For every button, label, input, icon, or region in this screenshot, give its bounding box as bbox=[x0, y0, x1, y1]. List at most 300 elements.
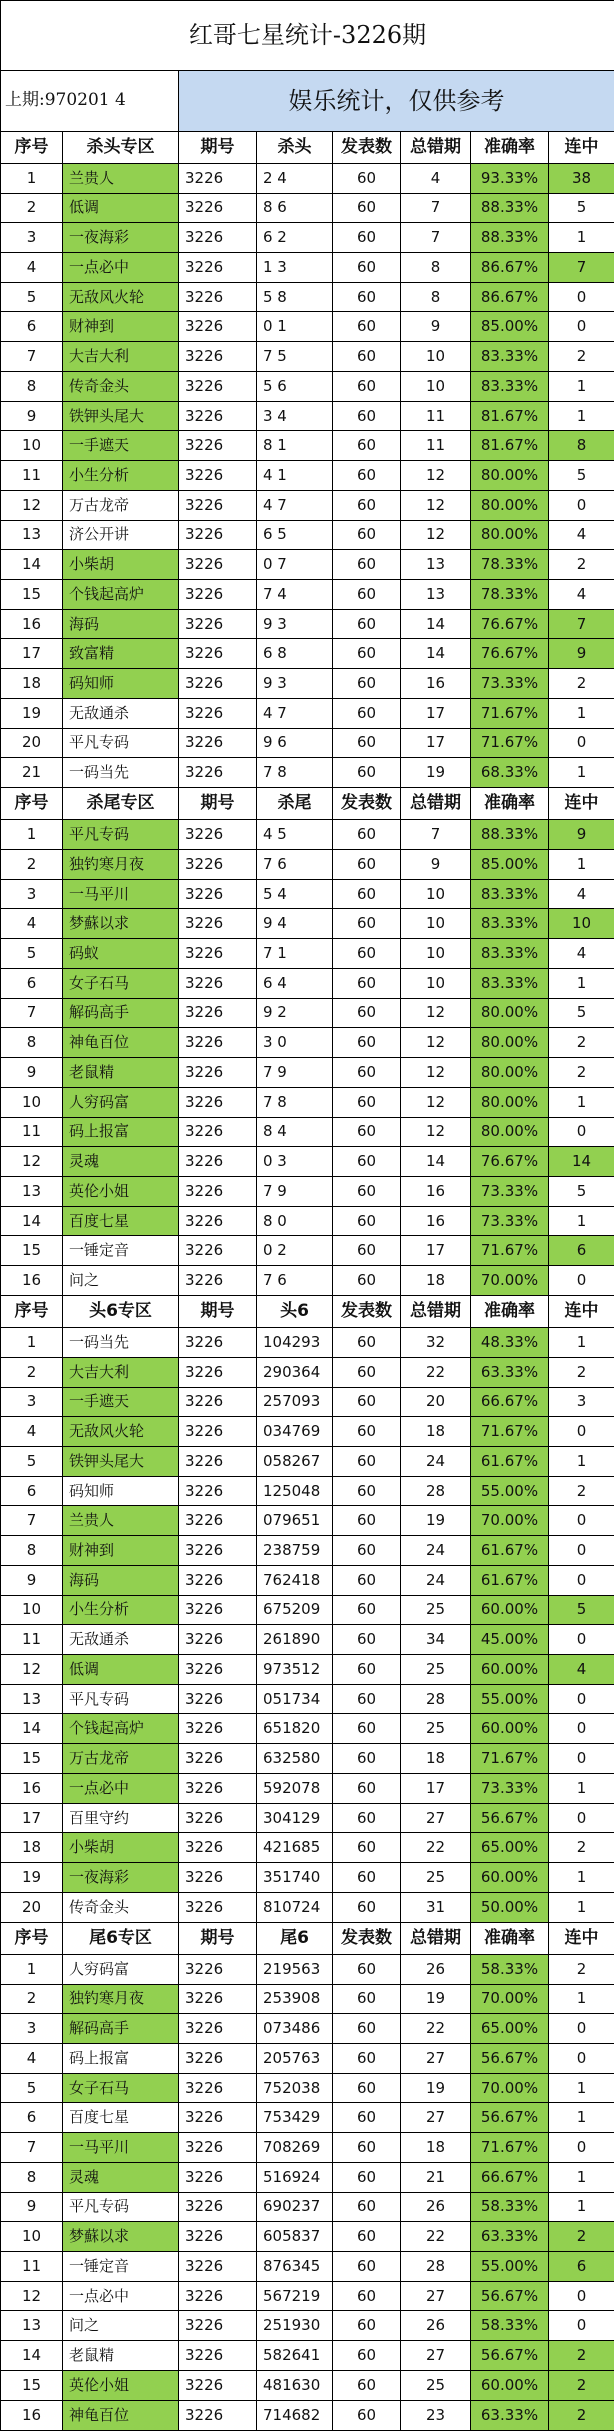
predictor-name: 兰贵人 bbox=[63, 163, 179, 193]
predictor-name: 灵魂 bbox=[63, 1147, 179, 1177]
predictor-name: 传奇金头 bbox=[63, 1892, 179, 1922]
predictor-name: 万古龙帝 bbox=[63, 1744, 179, 1774]
prediction-value: 219563 bbox=[257, 1954, 333, 1984]
row-number: 2 bbox=[1, 193, 63, 223]
post-count: 60 bbox=[333, 1506, 401, 1536]
post-count: 60 bbox=[333, 2222, 401, 2252]
row-number: 12 bbox=[1, 490, 63, 520]
table-row bbox=[1, 1476, 614, 1506]
error-count: 22 bbox=[401, 1833, 471, 1863]
period-number: 3226 bbox=[179, 1147, 257, 1177]
header-streak: 连中 bbox=[549, 787, 614, 819]
predictor-name: 神龟百位 bbox=[63, 1028, 179, 1058]
accuracy-rate: 80.00% bbox=[471, 461, 549, 491]
header-errors: 总错期 bbox=[401, 1295, 471, 1327]
error-count: 32 bbox=[401, 1328, 471, 1358]
streak-count: 8 bbox=[549, 431, 614, 461]
prediction-value: 6 4 bbox=[257, 968, 333, 998]
period-number: 3226 bbox=[179, 223, 257, 253]
section-header-row bbox=[1, 131, 614, 163]
header-zone: 头6专区 bbox=[63, 1295, 179, 1327]
error-count: 28 bbox=[401, 1684, 471, 1714]
table-row bbox=[1, 2222, 614, 2252]
streak-count: 0 bbox=[549, 1684, 614, 1714]
row-number: 15 bbox=[1, 1744, 63, 1774]
error-count: 25 bbox=[401, 1655, 471, 1685]
streak-count: 0 bbox=[549, 1625, 614, 1655]
streak-count: 0 bbox=[549, 1536, 614, 1566]
period-number: 3226 bbox=[179, 1536, 257, 1566]
prediction-value: 304129 bbox=[257, 1803, 333, 1833]
error-count: 17 bbox=[401, 1773, 471, 1803]
streak-count: 5 bbox=[549, 998, 614, 1028]
row-number: 20 bbox=[1, 1892, 63, 1922]
post-count: 60 bbox=[333, 669, 401, 699]
accuracy-rate: 70.00% bbox=[471, 1266, 549, 1296]
predictor-name: 平凡专码 bbox=[63, 1684, 179, 1714]
post-count: 60 bbox=[333, 639, 401, 669]
prediction-value: 8 1 bbox=[257, 431, 333, 461]
row-number: 8 bbox=[1, 2162, 63, 2192]
error-count: 12 bbox=[401, 998, 471, 1028]
prediction-value: 257093 bbox=[257, 1387, 333, 1417]
accuracy-rate: 80.00% bbox=[471, 998, 549, 1028]
error-count: 25 bbox=[401, 2370, 471, 2400]
post-count: 60 bbox=[333, 2014, 401, 2044]
error-count: 14 bbox=[401, 639, 471, 669]
streak-count: 1 bbox=[549, 1984, 614, 2014]
table-row bbox=[1, 639, 614, 669]
post-count: 60 bbox=[333, 2103, 401, 2133]
post-count: 60 bbox=[333, 1803, 401, 1833]
header-errors: 总错期 bbox=[401, 131, 471, 163]
post-count: 60 bbox=[333, 1655, 401, 1685]
predictor-name: 一手遮天 bbox=[63, 1387, 179, 1417]
section-header-row bbox=[1, 787, 614, 819]
table-row bbox=[1, 968, 614, 998]
predictor-name: 一夜海彩 bbox=[63, 1863, 179, 1893]
table-row bbox=[1, 998, 614, 1028]
row-number: 1 bbox=[1, 1328, 63, 1358]
post-count: 60 bbox=[333, 609, 401, 639]
streak-count: 0 bbox=[549, 2281, 614, 2311]
accuracy-rate: 58.33% bbox=[471, 2311, 549, 2341]
prediction-value: 690237 bbox=[257, 2192, 333, 2222]
accuracy-rate: 70.00% bbox=[471, 2073, 549, 2103]
row-number: 8 bbox=[1, 371, 63, 401]
prediction-value: 0 7 bbox=[257, 550, 333, 580]
table-row bbox=[1, 253, 614, 283]
streak-count: 1 bbox=[549, 968, 614, 998]
period-number: 3226 bbox=[179, 758, 257, 788]
predictor-name: 码知师 bbox=[63, 669, 179, 699]
error-count: 11 bbox=[401, 401, 471, 431]
row-number: 6 bbox=[1, 312, 63, 342]
accuracy-rate: 48.33% bbox=[471, 1328, 549, 1358]
error-count: 13 bbox=[401, 550, 471, 580]
streak-count: 1 bbox=[549, 698, 614, 728]
prediction-value: 9 4 bbox=[257, 909, 333, 939]
table-row bbox=[1, 2044, 614, 2074]
row-number: 7 bbox=[1, 998, 63, 1028]
table-row bbox=[1, 758, 614, 788]
period-number: 3226 bbox=[179, 431, 257, 461]
error-count: 12 bbox=[401, 1058, 471, 1088]
prediction-value: 4 1 bbox=[257, 461, 333, 491]
streak-count: 1 bbox=[549, 758, 614, 788]
accuracy-rate: 80.00% bbox=[471, 490, 549, 520]
accuracy-rate: 80.00% bbox=[471, 1058, 549, 1088]
post-count: 60 bbox=[333, 2370, 401, 2400]
accuracy-rate: 71.67% bbox=[471, 728, 549, 758]
table-row bbox=[1, 2252, 614, 2282]
prediction-value: 810724 bbox=[257, 1892, 333, 1922]
prediction-value: 753429 bbox=[257, 2103, 333, 2133]
accuracy-rate: 56.67% bbox=[471, 1803, 549, 1833]
period-number: 3226 bbox=[179, 698, 257, 728]
post-count: 60 bbox=[333, 1087, 401, 1117]
post-count: 60 bbox=[333, 1328, 401, 1358]
row-number: 14 bbox=[1, 2341, 63, 2371]
disclaimer-banner: 娱乐统计，仅供参考 bbox=[179, 70, 614, 131]
accuracy-rate: 65.00% bbox=[471, 2014, 549, 2044]
streak-count: 0 bbox=[549, 1417, 614, 1447]
accuracy-rate: 60.00% bbox=[471, 1714, 549, 1744]
error-count: 17 bbox=[401, 728, 471, 758]
post-count: 60 bbox=[333, 223, 401, 253]
table-row bbox=[1, 1028, 614, 1058]
prediction-value: 8 6 bbox=[257, 193, 333, 223]
accuracy-rate: 56.67% bbox=[471, 2281, 549, 2311]
row-number: 7 bbox=[1, 342, 63, 372]
table-row bbox=[1, 1714, 614, 1744]
prediction-value: 5 6 bbox=[257, 371, 333, 401]
row-number: 10 bbox=[1, 2222, 63, 2252]
post-count: 60 bbox=[333, 1028, 401, 1058]
prediction-value: 1 3 bbox=[257, 253, 333, 283]
table-row bbox=[1, 1117, 614, 1147]
error-count: 12 bbox=[401, 1028, 471, 1058]
accuracy-rate: 70.00% bbox=[471, 1506, 549, 1536]
predictor-name: 小生分析 bbox=[63, 1595, 179, 1625]
header-number: 序号 bbox=[1, 1295, 63, 1327]
post-count: 60 bbox=[333, 939, 401, 969]
period-number: 3226 bbox=[179, 2103, 257, 2133]
accuracy-rate: 55.00% bbox=[471, 1476, 549, 1506]
prediction-value: 4 7 bbox=[257, 490, 333, 520]
predictor-name: 平凡专码 bbox=[63, 2192, 179, 2222]
predictor-name: 百度七星 bbox=[63, 2103, 179, 2133]
error-count: 12 bbox=[401, 1117, 471, 1147]
streak-count: 5 bbox=[549, 1595, 614, 1625]
table-row bbox=[1, 1447, 614, 1477]
streak-count: 1 bbox=[549, 2192, 614, 2222]
row-number: 11 bbox=[1, 461, 63, 491]
period-number: 3226 bbox=[179, 1565, 257, 1595]
prediction-value: 104293 bbox=[257, 1328, 333, 1358]
error-count: 9 bbox=[401, 312, 471, 342]
accuracy-rate: 86.67% bbox=[471, 282, 549, 312]
row-number: 3 bbox=[1, 879, 63, 909]
header-value: 杀头 bbox=[257, 131, 333, 163]
streak-count: 0 bbox=[549, 2311, 614, 2341]
header-accuracy: 准确率 bbox=[471, 1295, 549, 1327]
predictor-name: 一码当先 bbox=[63, 758, 179, 788]
table-body bbox=[1, 1, 614, 2431]
row-number: 14 bbox=[1, 550, 63, 580]
period-number: 3226 bbox=[179, 2044, 257, 2074]
table-row bbox=[1, 939, 614, 969]
prediction-value: 079651 bbox=[257, 1506, 333, 1536]
prediction-value: 582641 bbox=[257, 2341, 333, 2371]
streak-count: 38 bbox=[549, 163, 614, 193]
period-number: 3226 bbox=[179, 998, 257, 1028]
prediction-value: 261890 bbox=[257, 1625, 333, 1655]
period-number: 3226 bbox=[179, 639, 257, 669]
period-number: 3226 bbox=[179, 1595, 257, 1625]
streak-count: 7 bbox=[549, 253, 614, 283]
period-number: 3226 bbox=[179, 1206, 257, 1236]
streak-count: 0 bbox=[549, 1565, 614, 1595]
accuracy-rate: 63.33% bbox=[471, 2222, 549, 2252]
row-number: 16 bbox=[1, 1266, 63, 1296]
period-number: 3226 bbox=[179, 1954, 257, 1984]
predictor-name: 梦蘇以求 bbox=[63, 909, 179, 939]
post-count: 60 bbox=[333, 879, 401, 909]
predictor-name: 致富精 bbox=[63, 639, 179, 669]
prediction-value: 632580 bbox=[257, 1744, 333, 1774]
error-count: 28 bbox=[401, 2252, 471, 2282]
accuracy-rate: 88.33% bbox=[471, 223, 549, 253]
prediction-value: 253908 bbox=[257, 1984, 333, 2014]
header-posts: 发表数 bbox=[333, 1295, 401, 1327]
predictor-name: 铁钾头尾大 bbox=[63, 1447, 179, 1477]
accuracy-rate: 81.67% bbox=[471, 401, 549, 431]
prediction-value: 675209 bbox=[257, 1595, 333, 1625]
row-number: 5 bbox=[1, 939, 63, 969]
prediction-value: 592078 bbox=[257, 1773, 333, 1803]
row-number: 4 bbox=[1, 253, 63, 283]
table-row bbox=[1, 609, 614, 639]
post-count: 60 bbox=[333, 1833, 401, 1863]
post-count: 60 bbox=[333, 1684, 401, 1714]
table-row bbox=[1, 728, 614, 758]
predictor-name: 码知师 bbox=[63, 1476, 179, 1506]
row-number: 18 bbox=[1, 1833, 63, 1863]
streak-count: 0 bbox=[549, 2014, 614, 2044]
predictor-name: 码蚁 bbox=[63, 939, 179, 969]
error-count: 24 bbox=[401, 1447, 471, 1477]
predictor-name: 无敌风火轮 bbox=[63, 282, 179, 312]
prediction-value: 973512 bbox=[257, 1655, 333, 1685]
period-number: 3226 bbox=[179, 1833, 257, 1863]
error-count: 26 bbox=[401, 2311, 471, 2341]
post-count: 60 bbox=[333, 1147, 401, 1177]
streak-count: 1 bbox=[549, 1087, 614, 1117]
row-number: 6 bbox=[1, 968, 63, 998]
table-row bbox=[1, 2073, 614, 2103]
predictor-name: 海码 bbox=[63, 609, 179, 639]
post-count: 60 bbox=[333, 1417, 401, 1447]
predictor-name: 百度七星 bbox=[63, 1206, 179, 1236]
table-row bbox=[1, 520, 614, 550]
error-count: 10 bbox=[401, 909, 471, 939]
error-count: 10 bbox=[401, 968, 471, 998]
header-posts: 发表数 bbox=[333, 787, 401, 819]
streak-count: 7 bbox=[549, 609, 614, 639]
post-count: 60 bbox=[333, 1357, 401, 1387]
header-accuracy: 准确率 bbox=[471, 1922, 549, 1954]
header-value: 头6 bbox=[257, 1295, 333, 1327]
streak-count: 2 bbox=[549, 1028, 614, 1058]
post-count: 60 bbox=[333, 1954, 401, 1984]
period-number: 3226 bbox=[179, 1058, 257, 1088]
post-count: 60 bbox=[333, 371, 401, 401]
post-count: 60 bbox=[333, 431, 401, 461]
prediction-value: 7 8 bbox=[257, 758, 333, 788]
streak-count: 0 bbox=[549, 282, 614, 312]
prediction-value: 651820 bbox=[257, 1714, 333, 1744]
row-number: 1 bbox=[1, 163, 63, 193]
post-count: 60 bbox=[333, 1625, 401, 1655]
error-count: 25 bbox=[401, 1714, 471, 1744]
post-count: 60 bbox=[333, 1984, 401, 2014]
accuracy-rate: 71.67% bbox=[471, 1417, 549, 1447]
accuracy-rate: 76.67% bbox=[471, 639, 549, 669]
predictor-name: 百里守约 bbox=[63, 1803, 179, 1833]
row-number: 9 bbox=[1, 401, 63, 431]
period-number: 3226 bbox=[179, 2073, 257, 2103]
period-number: 3226 bbox=[179, 2162, 257, 2192]
row-number: 9 bbox=[1, 1565, 63, 1595]
section-header-row bbox=[1, 1922, 614, 1954]
streak-count: 0 bbox=[549, 490, 614, 520]
predictor-name: 一码当先 bbox=[63, 1328, 179, 1358]
streak-count: 5 bbox=[549, 461, 614, 491]
post-count: 60 bbox=[333, 1176, 401, 1206]
accuracy-rate: 58.33% bbox=[471, 2192, 549, 2222]
post-count: 60 bbox=[333, 2192, 401, 2222]
period-number: 3226 bbox=[179, 1357, 257, 1387]
streak-count: 2 bbox=[549, 1954, 614, 1984]
streak-count: 2 bbox=[549, 1058, 614, 1088]
table-row bbox=[1, 1984, 614, 2014]
table-row bbox=[1, 1892, 614, 1922]
streak-count: 0 bbox=[549, 1506, 614, 1536]
table-row bbox=[1, 1236, 614, 1266]
row-number: 13 bbox=[1, 1176, 63, 1206]
table-row bbox=[1, 1625, 614, 1655]
table-row bbox=[1, 2400, 614, 2430]
predictor-name: 老鼠精 bbox=[63, 1058, 179, 1088]
post-count: 60 bbox=[333, 193, 401, 223]
period-number: 3226 bbox=[179, 1744, 257, 1774]
period-number: 3226 bbox=[179, 2400, 257, 2430]
predictor-name: 小生分析 bbox=[63, 461, 179, 491]
row-number: 5 bbox=[1, 282, 63, 312]
period-number: 3226 bbox=[179, 1803, 257, 1833]
post-count: 60 bbox=[333, 579, 401, 609]
period-number: 3226 bbox=[179, 1892, 257, 1922]
predictor-name: 神龟百位 bbox=[63, 2400, 179, 2430]
predictor-name: 无敌通杀 bbox=[63, 698, 179, 728]
prediction-value: 7 1 bbox=[257, 939, 333, 969]
header-number: 序号 bbox=[1, 1922, 63, 1954]
period-number: 3226 bbox=[179, 2252, 257, 2282]
accuracy-rate: 65.00% bbox=[471, 1833, 549, 1863]
table-row bbox=[1, 1954, 614, 1984]
streak-count: 0 bbox=[549, 2133, 614, 2163]
post-count: 60 bbox=[333, 490, 401, 520]
streak-count: 6 bbox=[549, 1236, 614, 1266]
period-number: 3226 bbox=[179, 1328, 257, 1358]
post-count: 60 bbox=[333, 2311, 401, 2341]
post-count: 60 bbox=[333, 909, 401, 939]
predictor-name: 小柴胡 bbox=[63, 550, 179, 580]
error-count: 8 bbox=[401, 253, 471, 283]
streak-count: 1 bbox=[549, 1206, 614, 1236]
prediction-value: 567219 bbox=[257, 2281, 333, 2311]
predictor-name: 大吉大利 bbox=[63, 1357, 179, 1387]
period-number: 3226 bbox=[179, 609, 257, 639]
table-row bbox=[1, 698, 614, 728]
prediction-value: 6 5 bbox=[257, 520, 333, 550]
streak-count: 2 bbox=[549, 2341, 614, 2371]
post-count: 60 bbox=[333, 1536, 401, 1566]
predictor-name: 一点必中 bbox=[63, 2281, 179, 2311]
row-number: 3 bbox=[1, 223, 63, 253]
accuracy-rate: 80.00% bbox=[471, 1028, 549, 1058]
post-count: 60 bbox=[333, 1892, 401, 1922]
predictor-name: 个钱起高炉 bbox=[63, 1714, 179, 1744]
accuracy-rate: 73.33% bbox=[471, 669, 549, 699]
row-number: 5 bbox=[1, 2073, 63, 2103]
header-number: 序号 bbox=[1, 787, 63, 819]
error-count: 19 bbox=[401, 758, 471, 788]
error-count: 25 bbox=[401, 1595, 471, 1625]
period-number: 3226 bbox=[179, 850, 257, 880]
prediction-value: 4 5 bbox=[257, 820, 333, 850]
predictor-name: 一点必中 bbox=[63, 253, 179, 283]
accuracy-rate: 78.33% bbox=[471, 579, 549, 609]
table-row bbox=[1, 1176, 614, 1206]
accuracy-rate: 76.67% bbox=[471, 1147, 549, 1177]
table-row bbox=[1, 1087, 614, 1117]
predictor-name: 一锤定音 bbox=[63, 1236, 179, 1266]
streak-count: 0 bbox=[549, 1117, 614, 1147]
predictor-name: 一锤定音 bbox=[63, 2252, 179, 2282]
post-count: 60 bbox=[333, 2073, 401, 2103]
error-count: 7 bbox=[401, 223, 471, 253]
error-count: 12 bbox=[401, 490, 471, 520]
prediction-value: 058267 bbox=[257, 1447, 333, 1477]
table-row bbox=[1, 1506, 614, 1536]
accuracy-rate: 71.67% bbox=[471, 1236, 549, 1266]
streak-count: 1 bbox=[549, 2103, 614, 2133]
prediction-value: 752038 bbox=[257, 2073, 333, 2103]
row-number: 12 bbox=[1, 2281, 63, 2311]
error-count: 25 bbox=[401, 1863, 471, 1893]
table-row bbox=[1, 1655, 614, 1685]
row-number: 3 bbox=[1, 2014, 63, 2044]
error-count: 14 bbox=[401, 1147, 471, 1177]
streak-count: 14 bbox=[549, 1147, 614, 1177]
accuracy-rate: 73.33% bbox=[471, 1773, 549, 1803]
accuracy-rate: 66.67% bbox=[471, 1387, 549, 1417]
post-count: 60 bbox=[333, 2162, 401, 2192]
streak-count: 0 bbox=[549, 1744, 614, 1774]
table-row bbox=[1, 2162, 614, 2192]
